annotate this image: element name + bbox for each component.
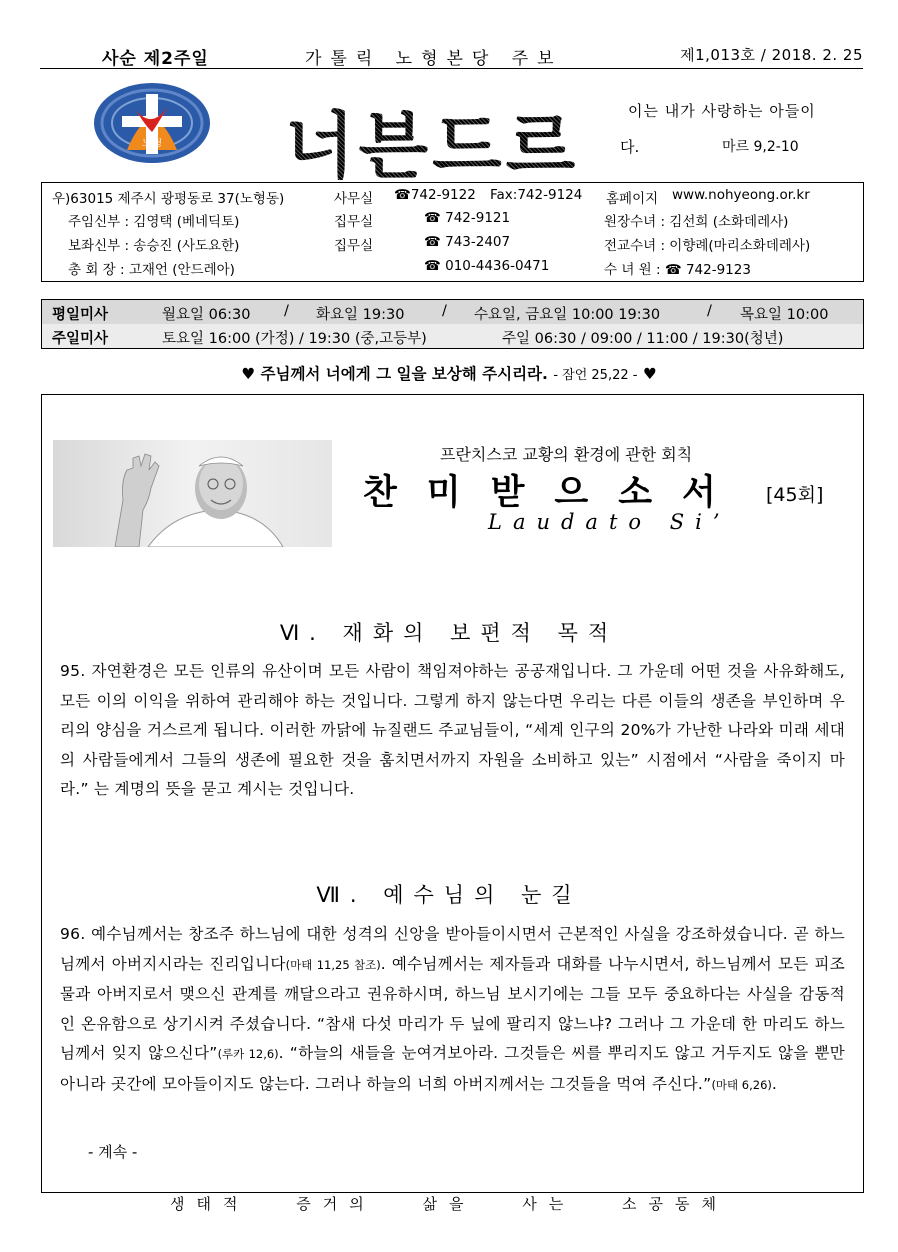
staff-mid-label: 집무실	[334, 214, 374, 230]
heart-icon: ♥	[642, 365, 657, 383]
staff-right: 원장수녀 : 김선희 (소화데레사)	[604, 214, 789, 230]
staff-mid-phone: ☎ 743-2407	[424, 234, 511, 250]
sunday-mass-label: 주일미사	[52, 331, 109, 347]
staff-left: 보좌신부 : 송승진 (사도요한)	[68, 238, 240, 254]
motto-ref: - 잠언 25,22 -	[553, 368, 638, 383]
paragraph-text: . 예수님께서는 제자들과 대화를 나누시면서, 하느님께서 모든 피조물과 아버지로서 맺으신 관계를 깨달으라고 권유하시며, 하느님 보시기에는 그들 모두 중요하다는 사실을 감동적인 온유함으로 상기시켜 주셨습니다. “참새 다섯 마리가 두 닢에 팔리지 않느냐? 그러나 그 가운데 한 마리도 하느님께서 잊지 않으신다”	[60, 954, 845, 1062]
paragraph-text: . “하늘의 새들을 눈여겨보아라. 그것들은 씨를 뿌리지도 않고 거두지도 않을 뿐만 아니라 곳간에 모아들이지도 않는다. 그러나 하늘의 너희 아버지께서는 그것들을 먹여 주신다.”	[60, 1044, 846, 1093]
pope-photo	[53, 440, 332, 547]
homepage-label: 홈페이지	[606, 191, 659, 207]
staff-left: 총 회 장 : 고재언 (안드레아)	[68, 262, 235, 278]
weekday-mass-tue: 화요일 19:30	[316, 307, 405, 323]
staff-left: 주임신부 : 김영택 (베네딕토)	[68, 214, 240, 230]
staff-right: 전교수녀 : 이향례(마리소화데레사)	[604, 238, 811, 254]
parish-logo	[92, 80, 212, 166]
fax-number: Fax:742-9124	[490, 187, 583, 203]
bulletin-title-text: 너븐드르	[285, 104, 580, 188]
office-phone: ☎742-9122	[394, 187, 476, 203]
bulletin-title	[285, 88, 579, 192]
staff-mid-phone: ☎ 010-4436-0471	[424, 258, 550, 274]
office-label: 사무실	[334, 191, 374, 207]
weekday-mass-row: 평일미사 월요일 06:30 / 화요일 19:30 / 수요일, 금요일 10:00 19:30 / 목요일 10:00	[42, 300, 863, 325]
staff-right: 수 녀 원 : ☎ 742-9123	[604, 262, 751, 278]
section-paragraph	[60, 920, 845, 1100]
weekday-mass-thu: 목요일 10:00	[740, 307, 829, 323]
logo-text: 노 형	[141, 139, 163, 149]
weekday-mass-wedfri: 수요일, 금요일 10:00 19:30	[474, 307, 661, 323]
sunday-mass-sat: 토요일 16:00 (가정) / 19:30 (중,고등부)	[162, 331, 427, 347]
section-paragraph: 95. 자연환경은 모든 인류의 유산이며 모든 사람이 책임져야하는 공공재입니다. 그 가운데 어떤 것을 사유화해도, 모든 이의 이익을 위하여 관리해야 하는 것입니다. 그렇게 하지 않는다면 우리는 다른 이들의 생존을 부인하며 우리의 양심을 거스르게 됩니다. 이러한 까닭에 뉴질랜드 주교님들이, “세계 인구의 20%가 가난한 나라와 미래 세대의 사람들에게서 그들의 생존에 필요한 것을 훔치면서까지 자원을 소비하고 있는” 시점에서 “사람을 죽이지 마라.” 는 계명의 뜻을 묻고 계시는 것입니다.	[60, 662, 845, 798]
weekly-verse-line1: 이는 내가 사랑하는 아들이	[628, 102, 816, 120]
article-latin-title: Laudato Si’	[488, 510, 731, 534]
homepage-link[interactable]: www.nohyeong.or.kr	[672, 187, 810, 203]
section-heading: Ⅶ. 예수님의 눈길	[316, 883, 582, 907]
article-subtitle: 프란치스코 교황의 환경에 관한 회칙	[440, 445, 693, 464]
weekday-mass-label: 평일미사	[52, 307, 109, 323]
continued-note: - 계속 -	[88, 1143, 138, 1161]
sunday-mass-sun: 주일 06:30 / 09:00 / 11:00 / 19:30(청년)	[502, 331, 784, 347]
weekly-verse-line2: 다.	[620, 138, 640, 156]
motto-text: ♥ 주님께서 너에게 그 일을 보상해 주시리라.	[241, 365, 548, 383]
sunday-mass-row	[42, 324, 863, 348]
header-bar	[40, 44, 863, 69]
weekday-mass-mon: 월요일 06:30	[162, 307, 251, 323]
bulletin-name: 가톨릭 노형본당 주보	[305, 49, 563, 69]
weekly-motto	[0, 362, 898, 384]
scripture-ref: (루카 12,6)	[217, 1047, 279, 1061]
footer-slogan: 생태적 증거의 삶을 사는 소공동체	[170, 1195, 728, 1213]
liturgical-season: 사순 제2주일	[102, 49, 209, 69]
issue-number: 제1,013호 / 2018. 2. 25	[680, 46, 863, 64]
mass-schedule	[41, 299, 864, 349]
article-installment: [45회]	[766, 484, 824, 506]
address: 우)63015 제주시 광평동로 37(노형동)	[52, 191, 285, 207]
paragraph-text: .	[771, 1074, 778, 1093]
paragraph-text: 96. 예수님께서는 창조주 하느님에 대한 성격의 신앙을 받아들이시면서 근본적인 사실을 강조하셨습니다. 곧 하느님께서 아버지시라는 진리입니다	[60, 925, 845, 973]
scripture-ref: (마태 6,26)	[711, 1077, 772, 1092]
scripture-ref: (마태 11,25 참조)	[285, 957, 381, 972]
parish-info-box	[41, 182, 864, 282]
weekly-verse-ref: 마르 9,2-10	[722, 139, 799, 155]
staff-mid-phone: ☎ 742-9121	[424, 210, 511, 226]
staff-mid-label: 집무실	[334, 238, 374, 254]
section-heading: Ⅵ. 재화의 보편적 목적	[279, 621, 619, 645]
article-title: 찬미받으소서	[363, 473, 746, 513]
